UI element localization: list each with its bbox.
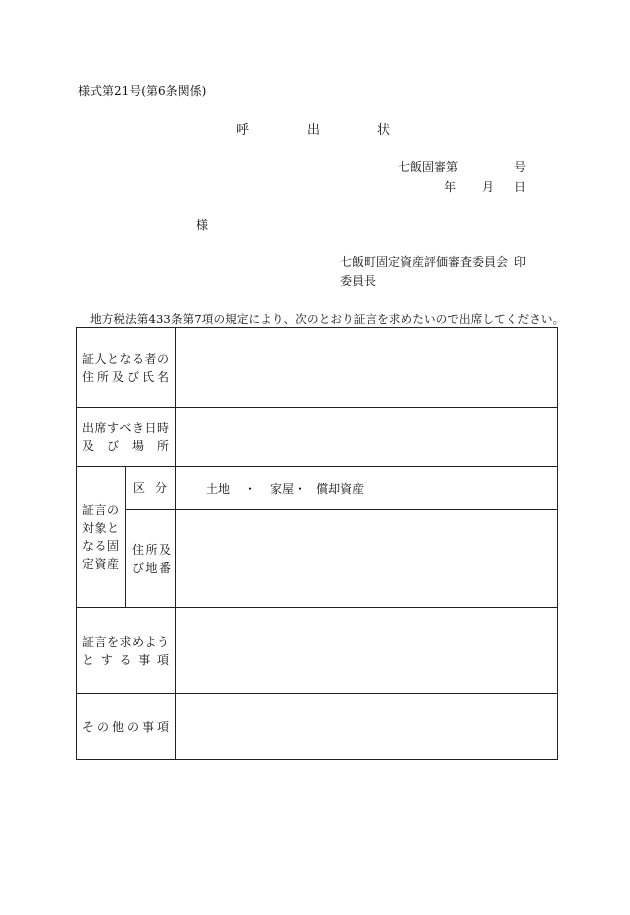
matters-label: 証 言 を 求 め よ う と す る 事 項 (77, 608, 176, 694)
attendance-field[interactable] (176, 408, 558, 467)
option-land[interactable]: 土地 (206, 481, 231, 496)
location-field[interactable] (176, 510, 558, 608)
asset-category-row (77, 467, 558, 510)
date-year: 年 (444, 180, 457, 194)
attendance-label: 出 席 す べ き 日 時 及 び 場 所 (77, 408, 176, 467)
option-depreciable-assets[interactable]: 償却資産 (316, 481, 365, 496)
witness-label: 証 人 と な る 者 の 住 所 及 び 氏 名 (77, 328, 176, 408)
summons-form-table (76, 327, 558, 760)
body-text: 地方税法第433条第7項の規定により、次のとおり証言を求めたいので出席してください。 (90, 312, 565, 326)
asset-label: 証 言 の 対 象 と な る 固 定 資 産 (77, 467, 126, 608)
date-day: 日 (514, 180, 527, 194)
option-separator: ・ (244, 481, 257, 496)
committee-chair: 委員長 (340, 274, 377, 288)
other-row (77, 694, 558, 760)
asset-location-row (77, 510, 558, 608)
reference-number-prefix: 七飯固審第 (398, 160, 459, 174)
seal-mark: 印 (514, 255, 527, 269)
matters-row (77, 608, 558, 694)
option-house[interactable]: 家屋・ (270, 481, 307, 496)
reference-number-suffix: 号 (514, 160, 527, 174)
category-label: 区 分 (126, 467, 176, 510)
committee-name: 七飯町固定資産評価審査委員会 (340, 255, 509, 269)
title-char: 状 (377, 123, 391, 138)
title-char: 出 (307, 123, 321, 138)
other-field[interactable] (176, 694, 558, 760)
attendance-row (77, 408, 558, 467)
matters-field[interactable] (176, 608, 558, 694)
form-number: 様式第21号(第6条関係) (78, 84, 207, 98)
title-char: 呼 (236, 123, 250, 138)
witness-row (77, 328, 558, 408)
witness-field[interactable] (176, 328, 558, 408)
date-month: 月 (482, 180, 495, 194)
location-label: 住 所 及 び 地 番 (126, 510, 176, 608)
addressee-suffix: 様 (196, 218, 209, 232)
other-label: そ の 他 の 事 項 (77, 694, 176, 760)
category-options[interactable] (176, 467, 558, 510)
